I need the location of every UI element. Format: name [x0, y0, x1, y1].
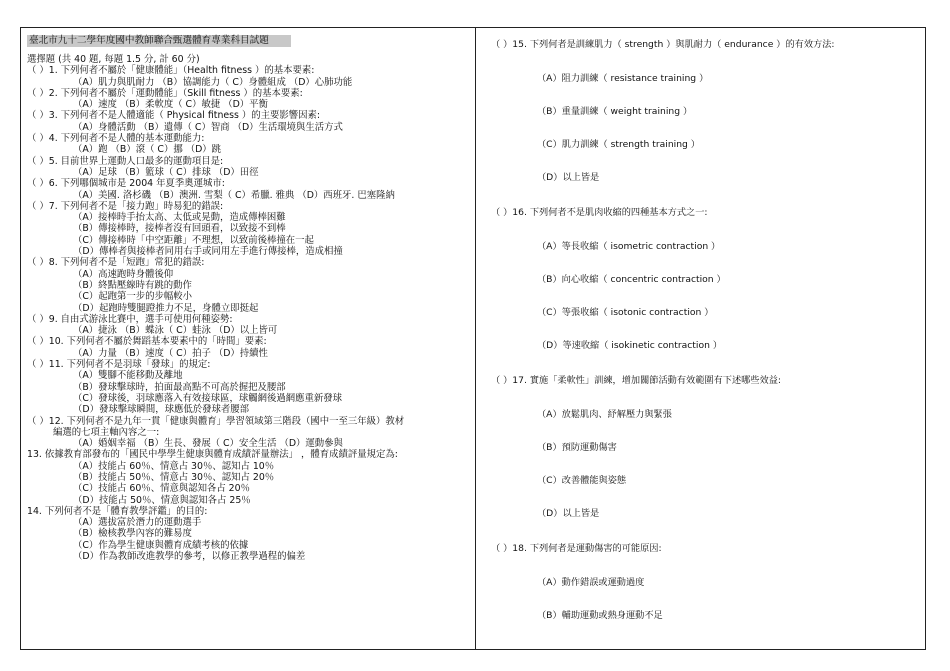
answer-option: （D）傳棒者與接棒者同用右手或同用左手進行傳接棒，造成相撞 [73, 246, 343, 258]
question-stem: （ ）10. 下列何者不屬於舞蹈基本要素中的「時間」要素: [27, 336, 267, 348]
spacer [491, 319, 921, 340]
answer-option: （A）阻力訓練（ resistance training ） [537, 73, 709, 84]
spacer [491, 487, 921, 508]
spacer [491, 85, 921, 106]
question-stem: （ ）11. 下列何者不是羽球「發球」的規定: [27, 359, 211, 371]
answer-option: （D）等速收縮（ isokinetic contraction ） [537, 340, 723, 351]
answer-option: （A）肌力與肌耐力 （B）協調能力（ C）身體組成 （D）心肺功能 [73, 76, 353, 88]
left-column [27, 28, 471, 649]
answer-option: （B）預防運動傷害 [537, 442, 617, 453]
answer-option: （A）接棒時手抬太高、太低或晃動，造成傳棒困難 [73, 212, 286, 224]
answer-option: （A）婚姻幸福 （B）生長、發展（ C）安全生活 （D）運動參與 [73, 438, 343, 450]
answer-option: （A）選拔富於潛力的運動選手 [73, 517, 202, 529]
question-stem: （ ）8. 下列何者不是「短跑」常犯的錯誤: [27, 257, 205, 269]
answer-option: （D）技能占 50％、情意與認知各占 25％ [73, 494, 251, 506]
question-stem: （ ）16. 下列何者不是肌肉收縮的四種基本方式之一: [491, 207, 708, 218]
answer-option: （B）輔助運動或熱身運動不足 [537, 610, 663, 621]
answer-option: （C）技能占 60％、情意與認知各占 20％ [73, 483, 250, 495]
answer-option: （B）傳接棒時，接棒者沒有回頭看，以致接不到棒 [73, 223, 286, 235]
answer-option: （A）放鬆肌肉、紓解壓力與緊張 [537, 409, 672, 420]
spacer [491, 219, 921, 241]
spacer [491, 51, 921, 73]
section-intro: 選擇題 (共 40 題, 每題 1.5 分, 計 60 分) [27, 54, 200, 65]
left-questions [27, 65, 471, 562]
answer-option: （A）美國. 洛杉磯 （B）澳洲. 雪梨（ C）希臘. 雅典 （D）西班牙. 巴塞隆納 [73, 189, 395, 201]
question-stem: 14. 下列何者不是「體育教學評鑑」的目的: [27, 505, 208, 517]
question-stem: （ ）18. 下列何者是運動傷害的可能原因: [491, 543, 662, 554]
question-stem: （ ）9. 自由式游泳比賽中，選手可使用何種姿勢: [27, 313, 233, 325]
answer-option: （C）改善體能與姿態 [537, 475, 627, 486]
question-stem: （ ）4. 下列何者不是人體的基本運動能力: [27, 133, 205, 145]
answer-option: （B）終點壓線時有跳的動作 [73, 279, 192, 291]
answer-option: （B）檢核教學內容的難易度 [73, 528, 192, 540]
answer-option: （D）以上皆是 [537, 508, 600, 519]
question-stem: （ ）3. 下列何者不是人體適能（ Physical fitness ）的主要影響因素: [27, 110, 321, 122]
answer-option: （B）重量訓練（ weight training ） [537, 106, 693, 117]
question-stem: （ ）7. 下列何者不是「接力跑」時易犯的錯誤: [27, 200, 224, 212]
answer-option: （A）捷泳 （B）蝶泳（ C）蛙泳 （D）以上皆可 [73, 325, 278, 337]
answer-option: （A）動作錯誤或運動過度 [537, 577, 645, 588]
spacer [491, 387, 921, 409]
answer-option: （B）技能占 50％、情意占 30％、認知占 20％ [73, 471, 275, 483]
spacer [491, 589, 921, 610]
question-stem: 13. 依據教育部發布的「國民中學學生健康與體育成績評量辦法」 ，體育成績評量規定為: [27, 449, 398, 461]
answer-option: （A）力量 （B）速度（ C）拍子 （D）持續性 [73, 347, 268, 359]
spacer [491, 253, 921, 274]
question-stem: （ ）2. 下列何者不屬於「運動體能」（Skill fitness ）的基本要素: [27, 87, 303, 99]
question-stem: （ ）1. 下列何者不屬於「健康體能」（Health fitness ）的基本要素: [27, 65, 315, 77]
answer-option: （D）作為教師改進教學的參考，以修正教學過程的偏差 [73, 551, 306, 563]
question-stem: （ ）17. 實施「柔軟性」訓練，增加關節活動有效範圍有下述哪些效益: [491, 375, 781, 386]
answer-option: （D）起跑時雙腿蹬推力不足，身體立即挺起 [73, 302, 259, 314]
exam-sheet [20, 27, 926, 650]
right-column [491, 28, 921, 649]
spacer [491, 555, 921, 577]
spacer [491, 454, 921, 475]
spacer [491, 286, 921, 307]
answer-option: （A）等長收縮（ isometric contraction ） [537, 241, 721, 252]
exam-title: 臺北市九十二學年度國中教師聯合甄選體育專業科目試題 [27, 35, 291, 47]
question-stem: （ ）5. 目前世界上運動人口最多的運動項目是: [27, 155, 224, 167]
column-divider [475, 28, 476, 649]
answer-option: （C）起跑第一步的步幅較小 [73, 291, 193, 303]
answer-option: （A）雙腳不能移動及離地 [73, 370, 183, 382]
answer-option: （B）發球擊球時，拍面最高點不可高於握把及腰部 [73, 381, 286, 393]
question-stem-continued: 編選的七項主軸內容之一: [53, 426, 160, 438]
answer-option: （A）技能占 60％、情意占 30％、認知占 10％ [73, 460, 275, 472]
answer-option: （D）發球擊球瞬間，球應低於發球者腰部 [73, 404, 249, 416]
answer-option: （B）向心收縮（ concentric contraction ） [537, 274, 726, 285]
answer-option: （A）高速跑時身體後仰 [73, 268, 174, 280]
spacer [491, 151, 921, 172]
question-stem: （ ）15. 下列何者是訓練肌力（ strength ）與肌耐力（ endurance ）的有效方法: [491, 39, 835, 50]
answer-option: （C）作為學生健康與體育成績考核的依據 [73, 539, 249, 551]
answer-option: （C）等張收縮（ isotonic contraction ） [537, 307, 714, 318]
spacer [491, 421, 921, 442]
answer-option: （A）足球 （B）籃球（ C）排球 （D）田徑 [73, 166, 259, 178]
answer-option: （C）發球後，羽球應落入有效接球區，球觸網後過網應重新發球 [73, 392, 343, 404]
answer-option: （C）傳接棒時「中空距離」不理想，以致前後棒撞在一起 [73, 234, 314, 246]
question-stem: （ ）12. 下列何者不是九年一貫「健康與體育」學習領域第三階段（國中一至三年級）教材 [27, 415, 405, 427]
answer-option: （D）以上皆是 [537, 172, 600, 183]
answer-option: （C）肌力訓練（ strength training ） [537, 139, 700, 150]
answer-option: （A）身體活動 （B）遺傳（ C）智商 （D）生活環境與生活方式 [73, 121, 343, 133]
answer-option: （A）跑 （B）滾（ C）挪 （D）跳 [73, 144, 222, 156]
answer-option: （A）速度 （B）柔軟度（ C）敏捷 （D）平衡 [73, 99, 268, 111]
question-stem: （ ）6. 下列哪個城市是 2004 年夏季奧運城市: [27, 178, 225, 190]
spacer [491, 118, 921, 139]
